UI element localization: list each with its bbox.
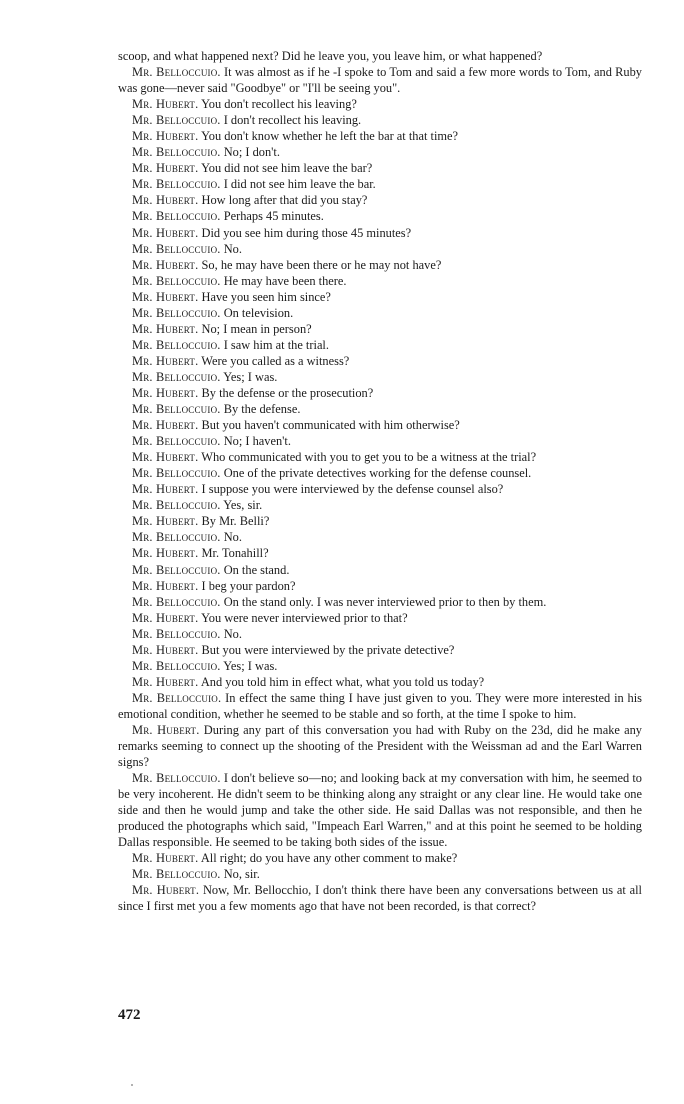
testimony-text: He may have been there.	[223, 273, 347, 288]
testimony-paragraph	[118, 449, 642, 465]
speaker-name: Mr. Hubert.	[132, 289, 199, 304]
speaker-name: Mr. Belloccuio.	[132, 273, 221, 288]
speaker-name: Mr. Hubert.	[132, 129, 199, 144]
testimony-paragraph	[118, 64, 642, 96]
testimony-text: You don't know whether he left the bar at that time?	[201, 129, 459, 144]
speaker-name: Mr. Belloccuio.	[132, 466, 221, 481]
testimony-paragraph	[118, 562, 642, 578]
speaker-name: Mr. Belloccuio.	[132, 337, 221, 352]
speaker-name: Mr. Belloccuio.	[132, 177, 221, 192]
testimony-text: No; I don't.	[223, 145, 280, 160]
testimony-paragraph	[118, 257, 642, 273]
testimony-text: How long after that did you stay?	[201, 193, 368, 208]
transcript-page	[118, 48, 642, 915]
testimony-text: So, he may have been there or he may not have?	[201, 257, 442, 272]
testimony-text: No; I haven't.	[223, 434, 291, 449]
testimony-text: I suppose you were interviewed by the defense counsel also?	[201, 482, 504, 497]
testimony-paragraph	[118, 481, 642, 497]
speaker-name: Mr. Hubert.	[132, 546, 199, 561]
speaker-name: Mr. Hubert.	[132, 418, 199, 433]
testimony-text: It was almost as if he -I spoke to Tom and said a few more words to Tom, and Ruby was gone—never said "Goodbye" or "I'll be seeing you".	[118, 65, 642, 96]
speaker-name: Mr. Belloccuio.	[132, 305, 221, 320]
testimony-text: Who communicated with you to get you to be a witness at the trial?	[201, 450, 537, 465]
testimony-text: No.	[223, 530, 242, 545]
speaker-name: Mr. Hubert.	[132, 193, 199, 208]
testimony-text: I did not see him leave the bar.	[223, 177, 376, 192]
testimony-paragraph	[118, 208, 642, 224]
speaker-name: Mr. Belloccuio.	[132, 369, 221, 384]
testimony-text: Were you called as a witness?	[201, 353, 350, 368]
testimony-text: By Mr. Belli?	[201, 514, 270, 529]
testimony-text: And you told him in effect what, what you told us today?	[200, 674, 485, 689]
speaker-name: Mr. Belloccuio.	[132, 626, 221, 641]
testimony-paragraph	[118, 690, 642, 722]
testimony-paragraph	[118, 497, 642, 513]
continued-paragraph	[118, 48, 642, 64]
testimony-paragraph	[118, 465, 642, 481]
speaker-name: Mr. Hubert.	[132, 722, 200, 737]
testimony-paragraph	[118, 610, 642, 626]
speaker-name: Mr. Belloccuio.	[132, 145, 221, 160]
testimony-text: No.	[223, 241, 242, 256]
speaker-name: Mr. Belloccuio.	[132, 562, 221, 577]
testimony-text: By the defense or the prosecution?	[201, 385, 374, 400]
testimony-paragraph	[118, 866, 642, 882]
testimony-paragraph	[118, 385, 642, 401]
testimony-paragraph	[118, 369, 642, 385]
testimony-paragraph	[118, 128, 642, 144]
speaker-name: Mr. Belloccuio.	[132, 65, 221, 80]
speaker-name: Mr. Belloccuio.	[132, 867, 221, 882]
speaker-name: Mr. Belloccuio.	[132, 241, 221, 256]
testimony-paragraph	[118, 176, 642, 192]
speaker-name: Mr. Hubert.	[132, 851, 199, 866]
speaker-name: Mr. Hubert.	[132, 514, 199, 529]
testimony-paragraph	[118, 529, 642, 545]
speaker-name: Mr. Hubert.	[132, 674, 199, 689]
speaker-name: Mr. Belloccuio.	[132, 594, 221, 609]
speaker-name: Mr. Hubert.	[132, 883, 200, 898]
speaker-name: Mr. Belloccuio.	[132, 402, 221, 417]
testimony-text: No, sir.	[223, 867, 260, 882]
testimony-paragraph	[118, 545, 642, 561]
testimony-text: I don't believe so—no; and looking back at my conversation with him, he seemed to be very incoherent. He didn't seem to be thinking along any straight or any clear line. He would take one side and then he would jump and take the other side. He said Dallas was not responsible, and then he produced the photographs which said, "Impeach Earl Warren," and at this point he seemed to be holding Dallas responsible. He seemed to be taking both sides of the issue.	[118, 771, 642, 850]
speaker-name: Mr. Hubert.	[132, 610, 199, 625]
speaker-name: Mr. Belloccuio.	[132, 771, 221, 786]
testimony-text: Have you seen him since?	[201, 289, 331, 304]
speaker-name: Mr. Belloccuio.	[132, 113, 221, 128]
testimony-paragraph	[118, 353, 642, 369]
testimony-text: During any part of this conversation you had with Ruby on the 23d, did he make any remarks seeming to connect up the shooting of the President with the Weissman ad and the Earl Warren signs?	[118, 722, 643, 770]
testimony-text: Yes, sir.	[223, 498, 263, 513]
testimony-text: Mr. Tonahill?	[201, 546, 269, 561]
testimony-text: You did not see him leave the bar?	[201, 161, 373, 176]
speaker-name: Mr. Hubert.	[132, 450, 199, 465]
testimony-text: One of the private detectives working for the defense counsel.	[223, 466, 532, 481]
speaker-name: Mr. Hubert.	[132, 642, 199, 657]
speaker-name: Mr. Hubert.	[132, 353, 199, 368]
testimony-paragraph	[118, 305, 642, 321]
page-number: 472	[118, 1007, 141, 1023]
testimony-paragraph	[118, 674, 642, 690]
testimony-paragraph	[118, 578, 642, 594]
testimony-text: I saw him at the trial.	[223, 337, 329, 352]
testimony-paragraph	[118, 850, 642, 866]
testimony-paragraph	[118, 513, 642, 529]
testimony-paragraph	[118, 321, 642, 337]
speaker-name: Mr. Hubert.	[132, 225, 199, 240]
testimony-text: No; I mean in person?	[201, 321, 312, 336]
speaker-name: Mr. Hubert.	[132, 257, 199, 272]
speaker-name: Mr. Belloccuio.	[132, 434, 221, 449]
speaker-name: Mr. Hubert.	[132, 321, 199, 336]
speaker-name: Mr. Belloccuio.	[132, 658, 221, 673]
testimony-text: Did you see him during those 45 minutes?	[201, 225, 412, 240]
testimony-paragraph	[118, 658, 642, 674]
speaker-name: Mr. Hubert.	[132, 482, 199, 497]
testimony-paragraph	[118, 112, 642, 128]
testimony-paragraph	[118, 417, 642, 433]
speaker-name: Mr. Belloccuio.	[132, 498, 221, 513]
testimony-paragraph	[118, 626, 642, 642]
testimony-text: But you were interviewed by the private detective?	[201, 642, 455, 657]
testimony-paragraph	[118, 225, 642, 241]
testimony-text: By the defense.	[223, 402, 301, 417]
testimony-paragraph	[118, 882, 642, 914]
testimony-text: Yes; I was.	[223, 369, 278, 384]
testimony-paragraph	[118, 770, 642, 850]
testimony-text: scoop, and what happened next? Did he leave you, you leave him, or what happened?	[118, 49, 543, 63]
testimony-paragraph	[118, 241, 642, 257]
testimony-text: Yes; I was.	[223, 658, 278, 673]
speaker-name: Mr. Belloccuio.	[132, 530, 221, 545]
speaker-name: Mr. Hubert.	[132, 97, 199, 112]
testimony-text: Now, Mr. Bellocchio, I don't think there have been any conversations between us at all since I first met you a few moments ago that have not been recorded, is that correct?	[118, 883, 642, 914]
testimony-text: You were never interviewed prior to that?	[201, 610, 408, 625]
testimony-paragraph	[118, 722, 642, 770]
testimony-paragraph	[118, 96, 642, 112]
testimony-text: Perhaps 45 minutes.	[223, 209, 324, 224]
testimony-paragraph	[118, 192, 642, 208]
testimony-text: I beg your pardon?	[201, 578, 296, 593]
speaker-name: Mr. Belloccuio.	[132, 209, 221, 224]
testimony-text: I don't recollect his leaving.	[223, 113, 362, 128]
scan-speck	[131, 1084, 133, 1086]
testimony-paragraph	[118, 337, 642, 353]
testimony-paragraph	[118, 433, 642, 449]
testimony-paragraph	[118, 160, 642, 176]
testimony-text: No.	[223, 626, 242, 641]
speaker-name: Mr. Belloccuio.	[132, 690, 222, 705]
testimony-paragraph	[118, 401, 642, 417]
testimony-text: In effect the same thing I have just given to you. They were more interested in his emotional condition, whether he seemed to be stable and so forth, at the time I spoke to him.	[118, 690, 642, 721]
testimony-paragraph	[118, 144, 642, 160]
testimony-paragraph	[118, 273, 642, 289]
testimony-text: On the stand.	[223, 562, 290, 577]
speaker-name: Mr. Hubert.	[132, 578, 199, 593]
testimony-text: On television.	[223, 305, 294, 320]
testimony-text: But you haven't communicated with him otherwise?	[201, 418, 460, 433]
testimony-text: All right; do you have any other comment to make?	[200, 851, 458, 866]
testimony-paragraph	[118, 289, 642, 305]
speaker-name: Mr. Hubert.	[132, 161, 199, 176]
speaker-name: Mr. Hubert.	[132, 385, 199, 400]
testimony-paragraph	[118, 594, 642, 610]
testimony-text: On the stand only. I was never interviewed prior to then by them.	[223, 594, 547, 609]
testimony-paragraph	[118, 642, 642, 658]
testimony-text: You don't recollect his leaving?	[201, 97, 357, 112]
